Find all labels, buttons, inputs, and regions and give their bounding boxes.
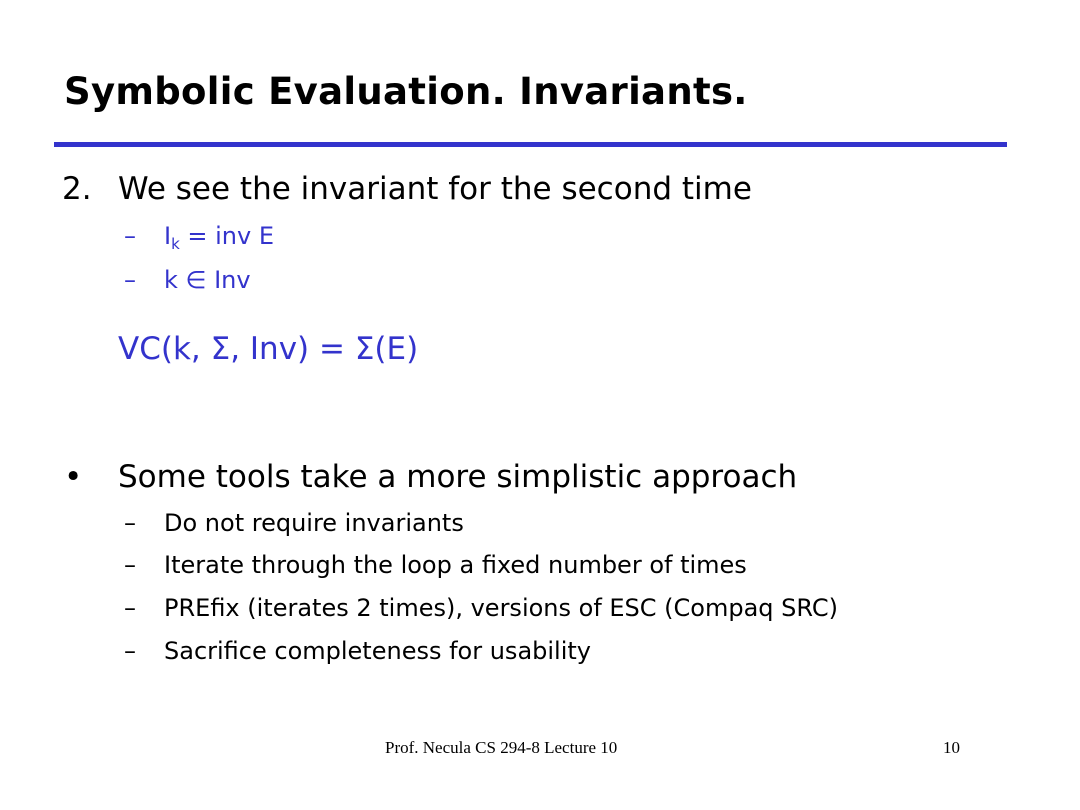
bullet-subitem: Do not require invariants (164, 509, 464, 537)
vc-formula: VC(k, Σ, Inv) = Σ(E) (118, 331, 419, 367)
subitem-ik-subscript: k (171, 235, 180, 253)
subitem-dash: – (124, 551, 136, 579)
bullet-subitem: Iterate through the loop a fixed number of times (164, 551, 747, 579)
subitem-ik-base: I (164, 222, 172, 250)
item-heading: We see the invariant for the second time (118, 171, 752, 207)
bullet-subitem: PREfix (iterates 2 times), versions of ESC (Compaq SRC) (164, 594, 839, 622)
slide-title: Symbolic Evaluation. Invariants. (64, 70, 748, 113)
bullet-heading: Some tools take a more simplistic approach (118, 459, 798, 495)
subitem-k-in-inv: k ∈ Inv (164, 266, 251, 294)
subitem-ik-equation (164, 222, 274, 253)
subitem-dash: – (124, 509, 136, 537)
footer-text: Prof. Necula CS 294-8 Lecture 10 (385, 738, 618, 757)
subitem-dash: – (124, 594, 136, 622)
bullet-subitem: Sacrifice completeness for usability (164, 637, 591, 665)
title-underline (54, 142, 1007, 147)
subitem-dash: – (124, 637, 136, 665)
subitem-dash: – (124, 266, 136, 294)
subitem-ik-rest: = inv E (179, 222, 275, 250)
subitem-dash: – (124, 222, 136, 250)
item-number: 2. (62, 171, 92, 207)
page-number: 10 (943, 738, 960, 757)
bullet-icon: • (64, 459, 83, 495)
